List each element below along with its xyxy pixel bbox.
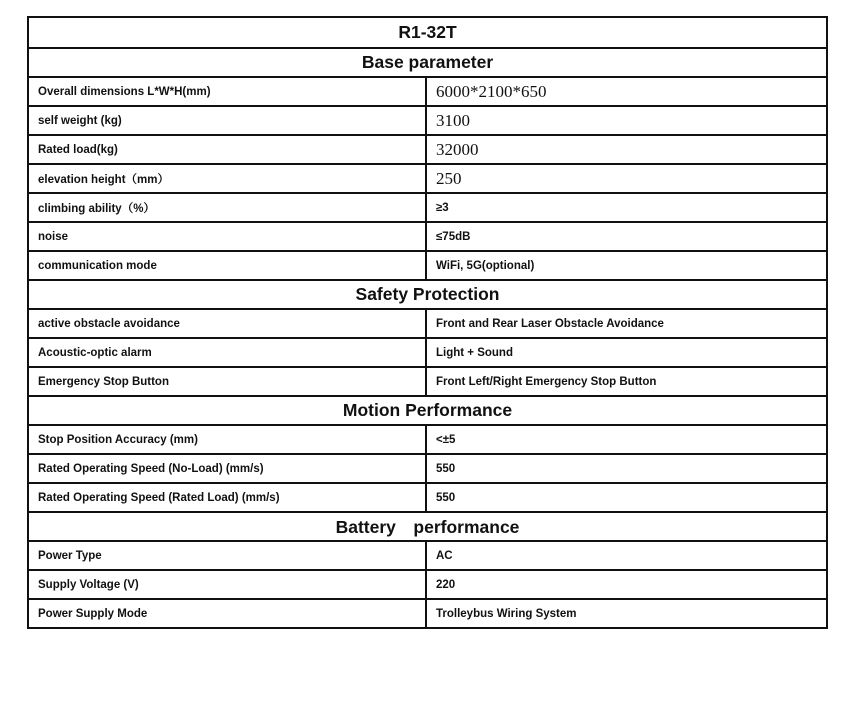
table-title: R1-32T	[28, 17, 827, 48]
table-row	[28, 338, 827, 367]
row-label: self weight (kg)	[28, 106, 426, 135]
row-value: Trolleybus Wiring System	[426, 599, 827, 628]
table-row	[28, 77, 827, 106]
table-row	[28, 454, 827, 483]
section-header-motion	[28, 396, 827, 425]
row-value: 220	[426, 570, 827, 599]
section-header-safety	[28, 280, 827, 309]
section-header-battery	[28, 512, 827, 541]
row-label: Overall dimensions L*W*H(mm)	[28, 77, 426, 106]
section-heading: Battery performance	[28, 512, 827, 541]
row-value: 3100	[426, 106, 827, 135]
row-value: 250	[426, 164, 827, 193]
table-row	[28, 251, 827, 280]
table-row	[28, 164, 827, 193]
row-label: Rated Operating Speed (No-Load) (mm/s)	[28, 454, 426, 483]
row-value: AC	[426, 541, 827, 570]
table-row	[28, 541, 827, 570]
spec-table	[27, 16, 828, 629]
row-value: Light + Sound	[426, 338, 827, 367]
section-header-base	[28, 48, 827, 77]
section-heading: Safety Protection	[28, 280, 827, 309]
row-label: Emergency Stop Button	[28, 367, 426, 396]
table-row	[28, 309, 827, 338]
table-row	[28, 570, 827, 599]
section-heading: Base parameter	[28, 48, 827, 77]
table-row	[28, 106, 827, 135]
row-value: WiFi, 5G(optional)	[426, 251, 827, 280]
section-heading: Motion Performance	[28, 396, 827, 425]
row-label: Supply Voltage (V)	[28, 570, 426, 599]
row-label: Stop Position Accuracy (mm)	[28, 425, 426, 454]
table-row	[28, 222, 827, 251]
table-row	[28, 425, 827, 454]
row-value: Front and Rear Laser Obstacle Avoidance	[426, 309, 827, 338]
row-label: noise	[28, 222, 426, 251]
row-value: 550	[426, 454, 827, 483]
table-row	[28, 483, 827, 512]
row-label: Rated Operating Speed (Rated Load) (mm/s)	[28, 483, 426, 512]
table-row	[28, 367, 827, 396]
row-value: 6000*2100*650	[426, 77, 827, 106]
row-value: Front Left/Right Emergency Stop Button	[426, 367, 827, 396]
table-row	[28, 135, 827, 164]
row-value: ≥3	[426, 193, 827, 222]
row-label: climbing ability（%）	[28, 193, 426, 222]
row-label: active obstacle avoidance	[28, 309, 426, 338]
row-label: Acoustic-optic alarm	[28, 338, 426, 367]
table-row	[28, 599, 827, 628]
row-label: Power Supply Mode	[28, 599, 426, 628]
row-label: Power Type	[28, 541, 426, 570]
row-label: Rated load(kg)	[28, 135, 426, 164]
table-row	[28, 193, 827, 222]
title-row	[28, 17, 827, 48]
row-value: 32000	[426, 135, 827, 164]
row-value: ≤75dB	[426, 222, 827, 251]
row-label: communication mode	[28, 251, 426, 280]
row-value: 550	[426, 483, 827, 512]
row-label: elevation height（mm）	[28, 164, 426, 193]
row-value: <±5	[426, 425, 827, 454]
